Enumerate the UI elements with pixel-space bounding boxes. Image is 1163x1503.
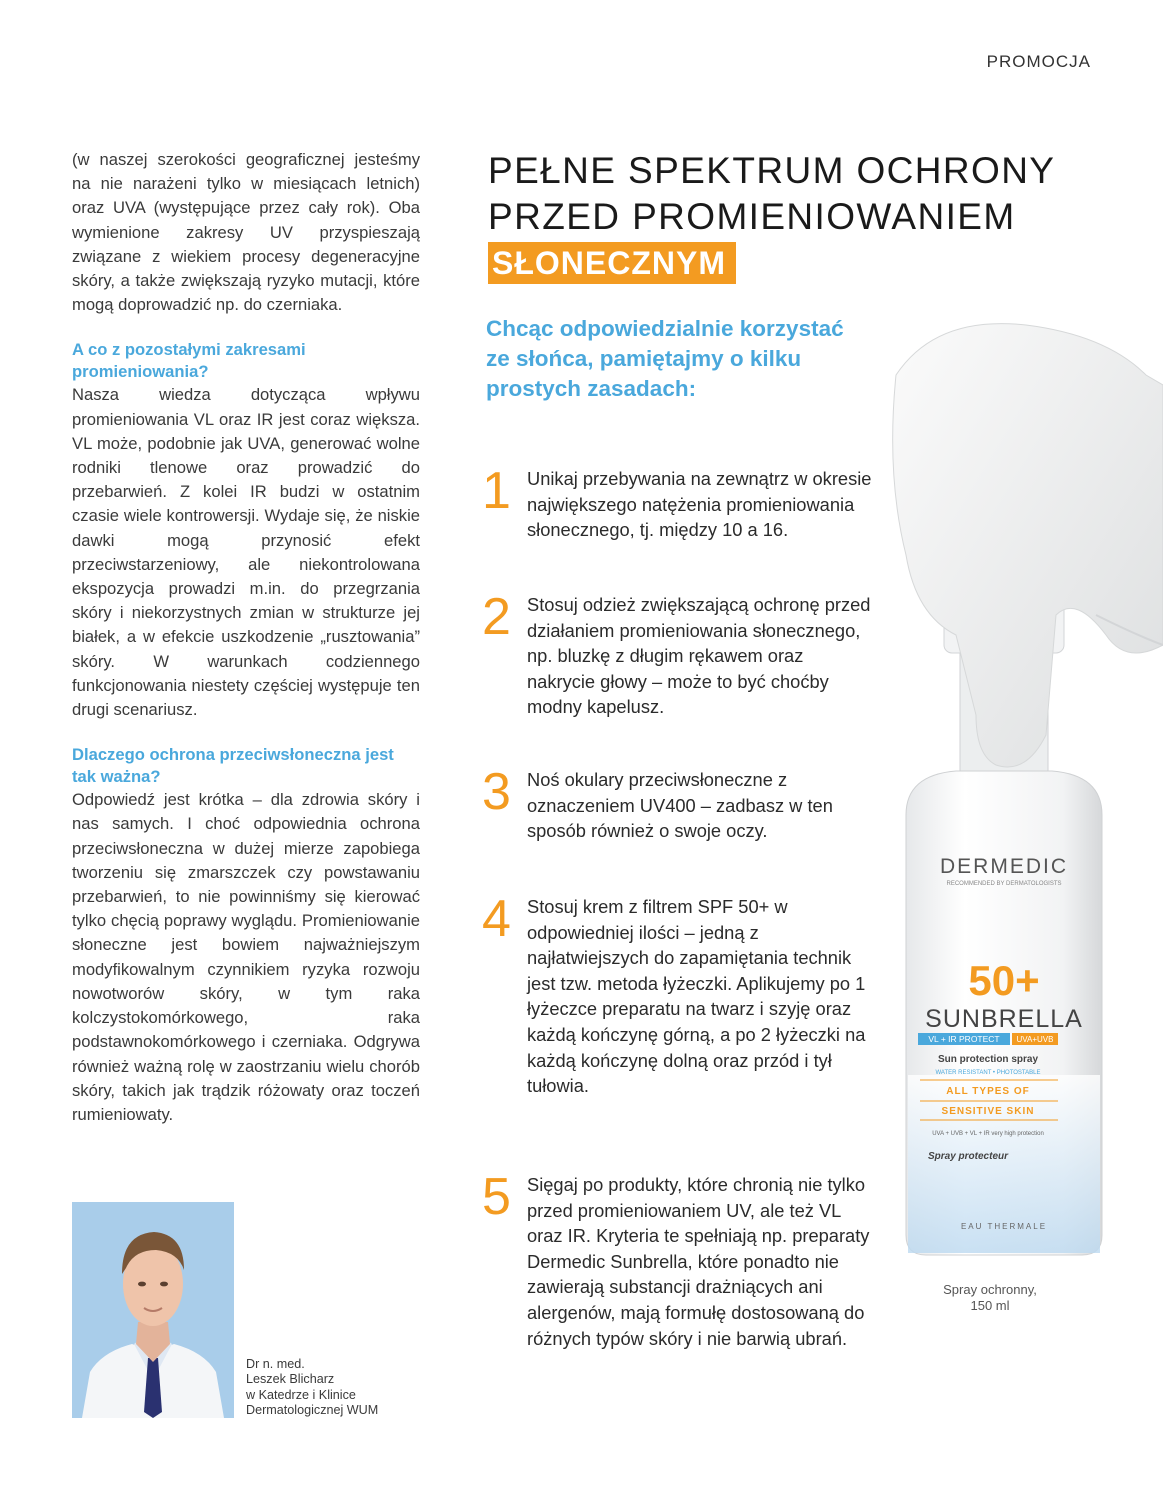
product-filters: UVA + UVB + VL + IR very high protection: [932, 1131, 1044, 1137]
product-tagline: RECOMMENDED BY DERMATOLOGISTS: [946, 881, 1062, 887]
rule-number: 4: [482, 890, 511, 948]
article-headline: [488, 148, 1055, 284]
product-brand: DERMEDIC: [939, 855, 1069, 878]
headline-highlight: SŁONECZNYM: [488, 242, 736, 284]
subheading-other-ranges: A co z pozostałymi zakresami promieniowania?: [72, 340, 306, 382]
rule-text: Unikaj przebywania na zewnątrz w okresie największego natężenia promieniowania słonecznego, tj. między 10 a 16.: [527, 468, 872, 541]
product-spray-fr: Spray protecteur: [927, 1151, 1009, 1162]
rule-text: Noś okulary przeciwsłoneczne z oznaczeniem UV400 – zadbasz w ten sposób również o swoje oczy.: [527, 769, 833, 842]
rule-text: Stosuj krem z filtrem SPF 50+ w odpowiedniej ilości – jedną z najłatwiejszych do zapamiętania technik jest tzw. metoda łyżeczki. Aplikujemy po 1 łyżeczce preparatu na twarz i szyję oraz każdą kończynę górną, a po 2 łyżeczki na każdą kończynę dolną oraz przód i tył tułowia.: [527, 896, 866, 1097]
section-label: PROMOCJA: [986, 52, 1091, 71]
product-uv: UVA+UVB: [1016, 1035, 1054, 1044]
paragraph-why-protection: Odpowiedź jest krótka – dla zdrowia skóry i nas samych. I choć odpowiednia ochrona przeciwsłoneczna w dużej mierze zapobiega tworzeniu się zmarszczek czy powstawaniu przebarwień, to nie powinniśmy się kierować tylko chęcią poprawy wyglądu. Promieniowanie słoneczne jest bowiem najważniejszym modyfikowalnym czynnikiem ryzyka rozwoju nowotworów skóry, w tym raka kolczystokomórkowego, raka podstawnokomórkowego i czerniaka. Odgrywa również ważną rolę w zaostrzaniu wielu chorób skóry, takich jak trądzik różowaty oraz toczeń rumieniowaty.: [72, 790, 420, 1124]
rule-number: 5: [482, 1168, 511, 1226]
rule-number: 2: [482, 588, 511, 646]
product-spf: 50+: [968, 957, 1040, 1004]
product-image: [876, 315, 1163, 1265]
rule-number: 1: [482, 462, 511, 520]
product-skin-line-2: SENSITIVE SKIN: [941, 1106, 1035, 1117]
product-water: EAU THERMALE: [960, 1222, 1048, 1231]
product-skin-line-1: ALL TYPES OF: [946, 1086, 1030, 1097]
product-protect: VL + IR PROTECT: [928, 1034, 1000, 1044]
rule-text: Stosuj odzież zwiększającą ochronę przed działaniem promieniowania słonecznego, np. bluzkę z długim rękawem oraz nakrycie głowy – może to być choćby modny kapelusz.: [527, 594, 871, 718]
rule-number: 3: [482, 763, 511, 821]
product-name: SUNBRELLA: [925, 1005, 1083, 1033]
paragraph-vl-ir: Nasza wiedza dotycząca wpływu promieniowania VL oraz IR jest coraz większa. VL może, podobnie jak UVA, generować wolne rodniki tlenowe oraz prowadzić do przebarwień. Z kolei IR budzi w ostatnim czasie wiele kontrowersji. Wydaje się, że niskie dawki mogą przynosić efekt przeciwstarzeniowy, ale niekontrolowana ekspozycja prowadzi m.in. do przegrzania skóry i niekorzystnych zmian w strukturze jej białek, a w efekcie uszkodzenie „rusztowania” skóry. W warunkach codziennego funkcjonowania niestety częściej występuje ten drugi scenariusz.: [72, 385, 420, 720]
product-caption: Spray ochronny, 150 ml: [943, 1282, 1037, 1313]
headline-line-2: PRZED PROMIENIOWANIEM: [488, 196, 1016, 237]
intro-paragraph: (w naszej szerokości geograficznej jesteśmy na nie narażeni tylko w miesiącach letnich) oraz UVA (występujące przez cały rok). Oba wymienione zakresy UV przyspieszają związane z wiekiem procesy degeneracyjne skóry, a także zwiększają ryzyko mutacji, które mogą doprowadzić np. do czerniaka.: [72, 150, 420, 315]
headline-line-1: PEŁNE SPEKTRUM OCHRONY: [488, 150, 1056, 191]
subheading-why-protection: Dlaczego ochrona przeciwsłoneczna jest tak ważna?: [72, 745, 394, 787]
lead-text: Chcąc odpowiedzialnie korzystać ze słońca, pamiętajmy o kilku prostych zasadach:: [486, 316, 844, 401]
rule-text: Sięgaj po produkty, które chronią nie tylko przed promieniowaniem UV, ale też VL oraz IR. Kryteria te spełniają np. preparaty Dermedic Sunbrella, które ponadto nie zawierają substancji drażniących ani alergenów, mają formułę dostosowaną do różnych typów skóry i nie barwią ubrań.: [527, 1174, 870, 1349]
author-caption: Dr n. med. Leszek Blicharz w Katedrze i Klinice Dermatologicznej WUM: [246, 1357, 379, 1418]
product-type: Sun protection spray: [937, 1054, 1039, 1065]
left-column: [72, 148, 420, 1127]
product-resistant: WATER RESISTANT • PHOTOSTABLE: [935, 1070, 1041, 1076]
author-photo: [72, 1202, 234, 1418]
